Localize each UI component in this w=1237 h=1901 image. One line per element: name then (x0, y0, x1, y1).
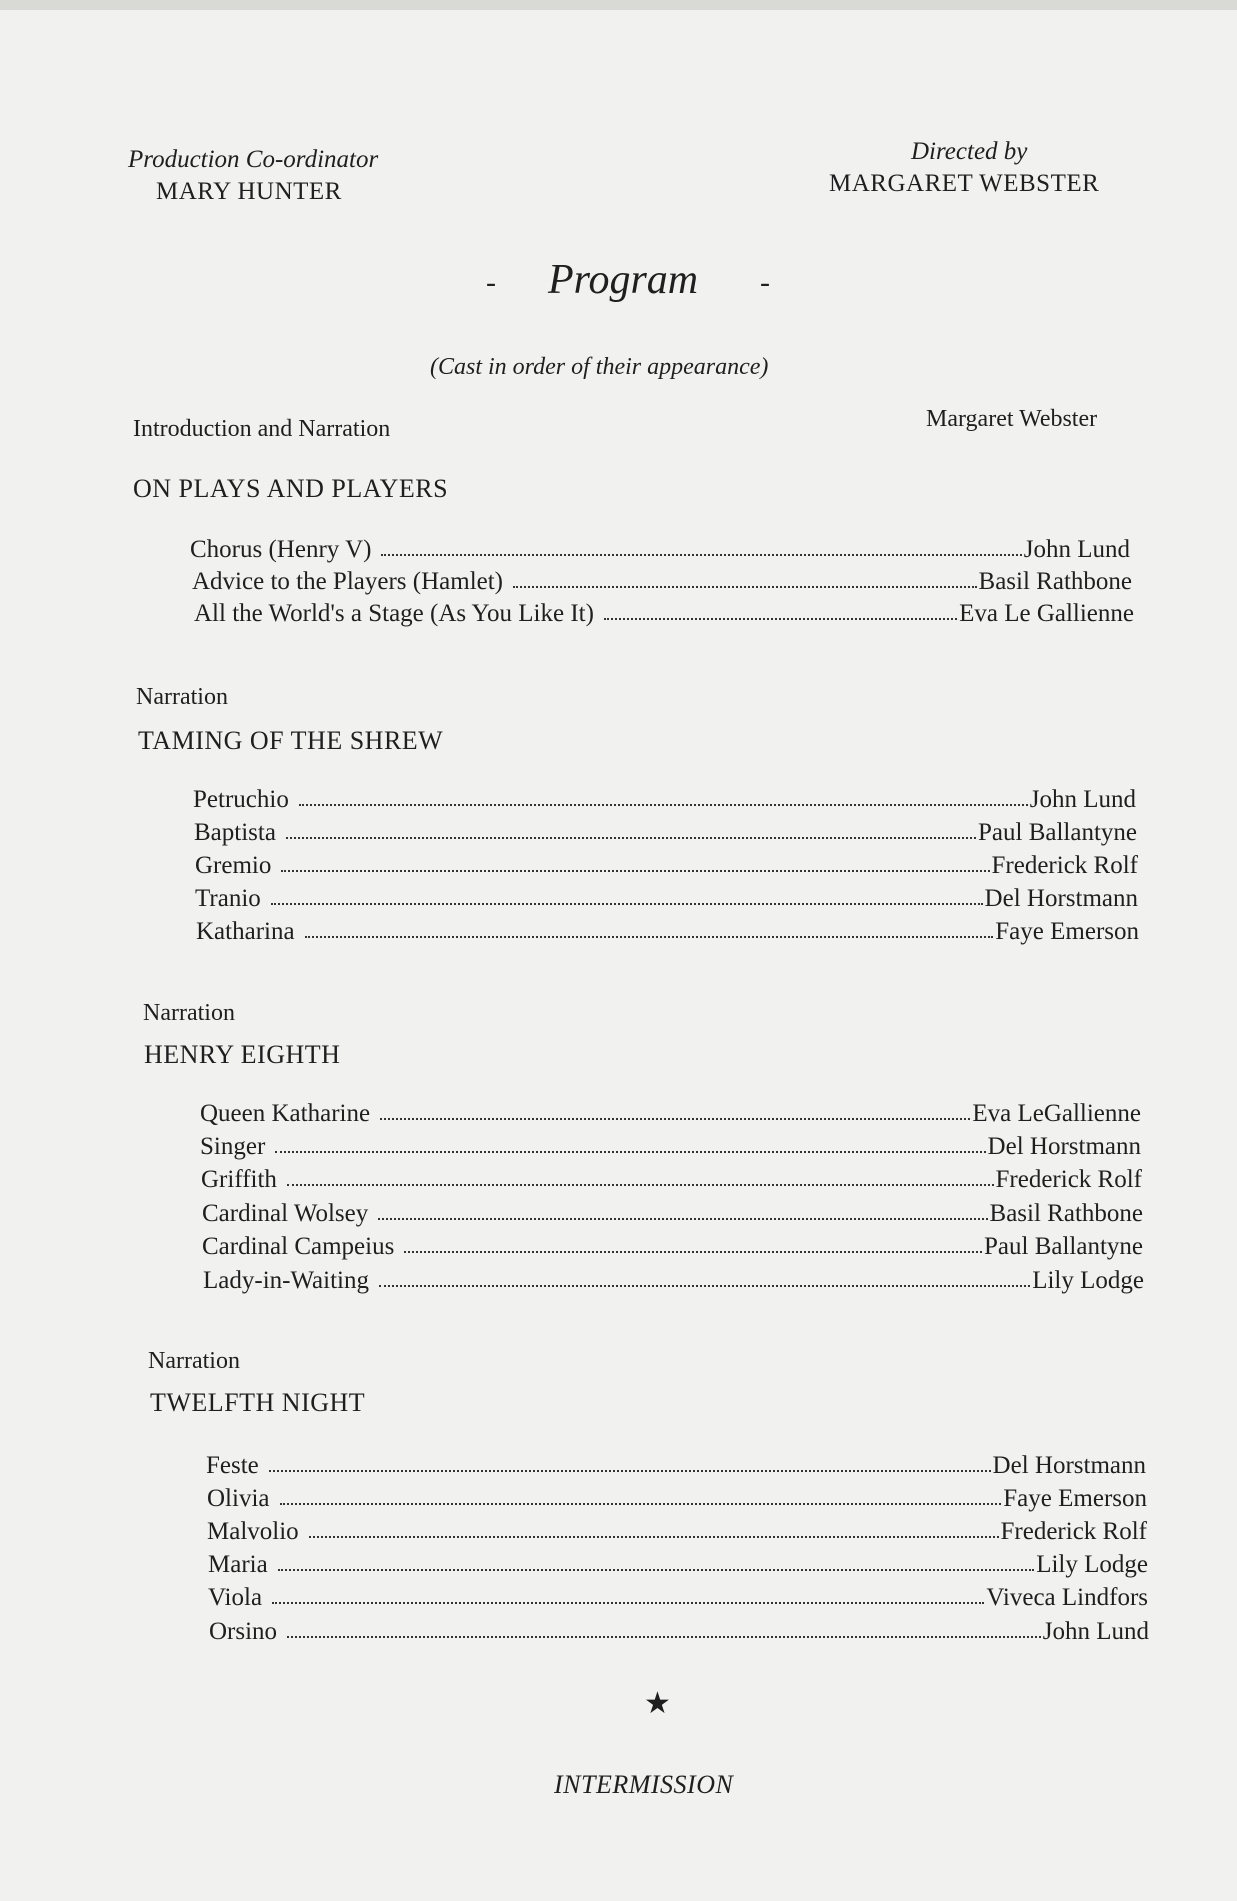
role-name: Katharina (196, 918, 295, 945)
actor-name: Basil Rathbone (978, 568, 1132, 595)
production-coordinator-label: Production Co-ordinator (128, 146, 379, 173)
cast-row (206, 1452, 1146, 1480)
role-name: Malvolio (207, 1518, 299, 1545)
cast-row (208, 1551, 1148, 1579)
role-name: Singer (200, 1133, 266, 1160)
cast-row (202, 1233, 1143, 1261)
cast-row (195, 885, 1138, 913)
cast-row (192, 568, 1132, 596)
actor-name: Del Horstmann (992, 1452, 1146, 1479)
leader-dots (309, 1536, 999, 1538)
leader-dots (278, 1569, 1035, 1571)
leader-dots (281, 870, 989, 872)
cast-row (200, 1133, 1141, 1161)
leader-dots (379, 1285, 1030, 1287)
cast-row (194, 819, 1137, 847)
leader-dots (287, 1636, 1041, 1638)
cast-row (190, 536, 1130, 564)
leader-dots (378, 1218, 987, 1220)
title-dash-right: - (760, 266, 770, 299)
leader-dots (513, 586, 977, 588)
role-name: Gremio (195, 852, 272, 879)
actor-name: Del Horstmann (987, 1133, 1141, 1160)
actor-name: Del Horstmann (984, 885, 1138, 912)
role-name: Tranio (195, 885, 261, 912)
actor-name: Paul Ballantyne (984, 1233, 1143, 1260)
cast-row (209, 1618, 1149, 1646)
role-name: Orsino (209, 1618, 278, 1645)
intro-performer: Margaret Webster (926, 406, 1098, 432)
cast-row (200, 1100, 1141, 1128)
role-name: Griffith (201, 1166, 277, 1193)
leader-dots (280, 1503, 1002, 1505)
program-title: Program (548, 257, 699, 303)
role-name: Viola (208, 1584, 263, 1611)
leader-dots (404, 1251, 982, 1253)
cast-row (208, 1584, 1148, 1612)
cast-row (203, 1267, 1144, 1295)
role-name: Chorus (Henry V) (190, 536, 372, 563)
cast-row (196, 918, 1139, 946)
leader-dots (380, 1118, 970, 1120)
actor-name: John Lund (1029, 786, 1136, 813)
cast-row (194, 600, 1134, 628)
narration-label: Narration (136, 684, 228, 710)
production-coordinator-name: MARY HUNTER (156, 178, 342, 205)
star-ornament: ★ (644, 1687, 671, 1720)
section-title: ON PLAYS AND PLAYERS (133, 474, 449, 503)
actor-name: Basil Rathbone (989, 1200, 1143, 1227)
cast-row (195, 852, 1138, 880)
leader-dots (604, 618, 957, 620)
leader-dots (272, 1602, 984, 1604)
role-name: Cardinal Campeius (202, 1233, 395, 1260)
cast-row (202, 1200, 1143, 1228)
leader-dots (271, 903, 983, 905)
director-label: Directed by (911, 138, 1028, 165)
cast-row (201, 1166, 1142, 1194)
role-name: All the World's a Stage (As You Like It) (194, 600, 594, 627)
leader-dots (299, 804, 1028, 806)
actor-name: Frederick Rolf (991, 852, 1138, 879)
section-title: TAMING OF THE SHREW (138, 726, 444, 755)
actor-name: Viveca Lindfors (986, 1584, 1148, 1611)
section-title: HENRY EIGHTH (144, 1040, 341, 1069)
actor-name: John Lund (1042, 1618, 1149, 1645)
cast-row (207, 1518, 1147, 1546)
actor-name: Frederick Rolf (1000, 1518, 1147, 1545)
cast-order-note: (Cast in order of their appearance) (430, 354, 769, 380)
narration-label: Narration (143, 1000, 235, 1026)
title-dash-left: - (486, 266, 496, 299)
leader-dots (381, 554, 1021, 556)
actor-name: Frederick Rolf (995, 1166, 1142, 1193)
role-name: Queen Katharine (200, 1100, 371, 1127)
role-name: Petruchio (193, 786, 289, 813)
narration-label: Narration (148, 1348, 240, 1374)
actor-name: Faye Emerson (1003, 1485, 1147, 1512)
role-name: Olivia (207, 1485, 270, 1512)
actor-name: Eva Le Gallienne (959, 600, 1134, 627)
role-name: Baptista (194, 819, 276, 846)
director-name: MARGARET WEBSTER (829, 170, 1100, 197)
cast-row (207, 1485, 1147, 1513)
actor-name: Eva LeGallienne (972, 1100, 1141, 1127)
cast-row (193, 786, 1136, 814)
role-name: Lady-in-Waiting (203, 1267, 369, 1294)
leader-dots (286, 837, 976, 839)
scan-edge (0, 0, 1237, 10)
actor-name: Lily Lodge (1032, 1267, 1144, 1294)
intro-label: Introduction and Narration (133, 416, 391, 442)
role-name: Feste (206, 1452, 259, 1479)
actor-name: Faye Emerson (995, 918, 1139, 945)
leader-dots (269, 1470, 991, 1472)
actor-name: Paul Ballantyne (978, 819, 1137, 846)
role-name: Advice to the Players (Hamlet) (192, 568, 504, 595)
actor-name: John Lund (1023, 536, 1130, 563)
section-title: TWELFTH NIGHT (150, 1388, 366, 1417)
intermission-label: INTERMISSION (554, 1770, 734, 1799)
actor-name: Lily Lodge (1036, 1551, 1148, 1578)
leader-dots (275, 1151, 985, 1153)
role-name: Maria (208, 1551, 268, 1578)
role-name: Cardinal Wolsey (202, 1200, 369, 1227)
leader-dots (305, 936, 994, 938)
leader-dots (287, 1184, 994, 1186)
